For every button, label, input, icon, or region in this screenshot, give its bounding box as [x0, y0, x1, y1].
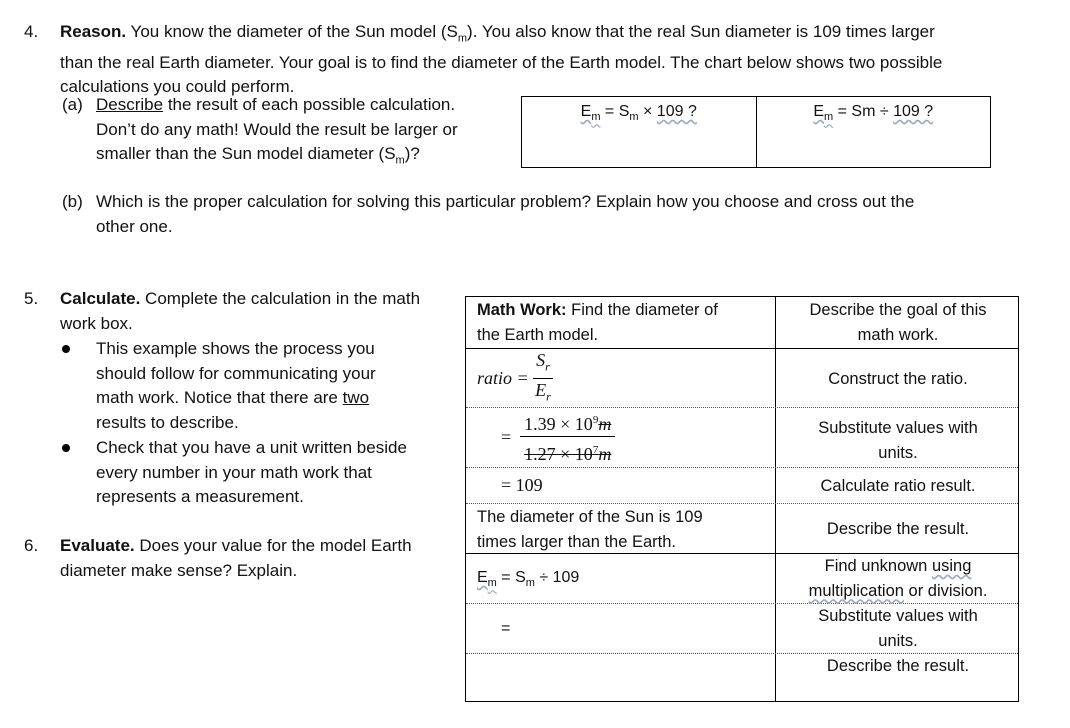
q4-text: You know the diameter of the Sun model (S [126, 22, 458, 41]
row5-description: Find unknown using multiplication or division. [808, 557, 988, 600]
q4-lead: Reason. [60, 22, 127, 41]
ratio-fraction: $\frac{S_r}{E_r}$ [535, 349, 551, 404]
ratio-result: = 109 [501, 475, 543, 495]
math-header-left: Math Work: Find the diameter of the Earth model. [477, 301, 718, 344]
q5-bullet1: This example shows the process you should follow for communicating your math work. Notice that there are two results to describe. [96, 339, 376, 432]
q5-number: 5. [24, 289, 39, 308]
q4a-describe: Describe [96, 95, 164, 114]
q6-text: Evaluate. Does your value for the model Earth diameter make sense? Explain. [60, 536, 412, 580]
row-divider [466, 503, 1018, 504]
q4-sub: m [457, 32, 468, 45]
q4-line3: calculations you could perform. [60, 77, 295, 97]
answer-cell[interactable] [466, 654, 774, 702]
row2-description: Substitute values with units. [818, 419, 978, 462]
calc-option-divide[interactable]: $E_m = Sm \div 109$ ? [756, 97, 991, 168]
q4-text2: ). You also know that the real Sun diameter is 109 times larger [467, 22, 935, 41]
math-work-table [465, 296, 1019, 702]
row-divider [466, 467, 1018, 468]
q4b-label: (b) [62, 192, 83, 211]
row1-description: Construct the ratio. [828, 370, 968, 388]
q5-intro-line2: work box. [60, 314, 133, 333]
q4-calc-chart [521, 96, 991, 168]
calc-option-multiply[interactable]: $E_m = S_m \times 109$ ? [522, 97, 757, 168]
ratio-formula: ratio = $\frac{S_r}{E_r}$ [477, 349, 773, 407]
substitution-formula: = $\frac{1.39 \times 10^9m}{1.27 \times 10^7m}$ [477, 408, 773, 467]
q4-intro [60, 20, 1050, 100]
q4a-label: (a) [62, 95, 83, 114]
row4-description: Describe the result. [826, 520, 970, 538]
q6-number: 6. [24, 536, 39, 555]
row7-description: Describe the result. [826, 657, 970, 675]
unknown-formula: $E_m = S_m \div 109$ [477, 569, 580, 590]
math-header-right: Describe the goal of this math work. [809, 301, 987, 344]
q5-bullet2: Check that you have a unit written beside every number in your math work that represents a measurement. [96, 438, 407, 506]
q4-number: 4. [24, 22, 39, 41]
q4-line2: than the real Earth diameter. Your goal is to find the diameter of the Earth model. The chart below shows two possible [60, 52, 943, 72]
bullet-dot [62, 345, 70, 353]
row4-statement: The diameter of the Sun is 109 times larger than the Earth. [477, 508, 703, 551]
q5-intro: Calculate. Complete the calculation in the math [60, 289, 421, 308]
q4a-text: Describe the result of each possible calculation. Don’t do any math! Would the result be larger or smaller than the Sun model diameter $(S_m)$? [96, 95, 458, 167]
row6-equals: = [501, 620, 511, 637]
row6-description: Substitute values with units. [818, 607, 978, 650]
row3-description: Calculate ratio result. [820, 477, 976, 495]
bullet-dot [62, 444, 70, 452]
q4b-text: Which is the proper calculation for solving this particular problem? Explain how you choose and cross out the other one. [96, 192, 915, 236]
substitution-fraction: $\frac{1.39 \times 10^9m}{1.27 \times 10^7m}$ [520, 408, 615, 467]
